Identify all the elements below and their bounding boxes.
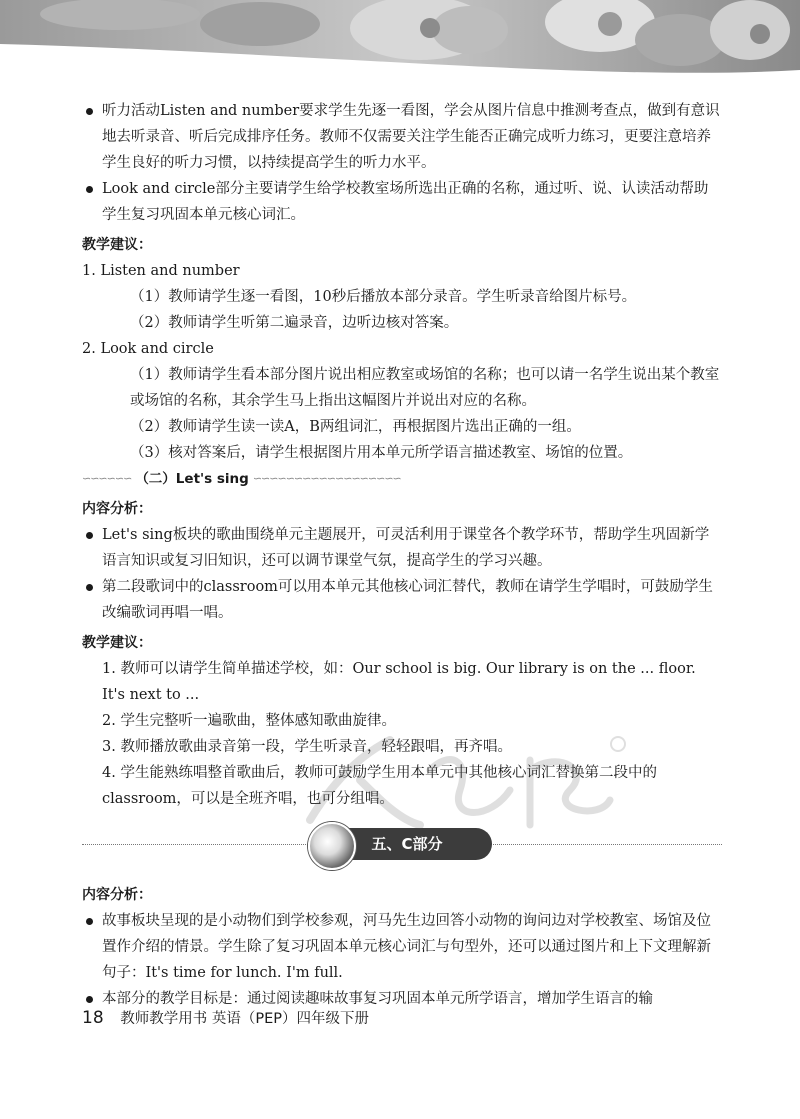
numbered-item: 4. 学生能熟练唱整首歌曲后，教师可鼓励学生用本单元中其他核心词汇替换第二段中的classroom，可以是全班齐唱，也可分组唱。 [102, 765, 657, 807]
book-title: 教师教学用书 英语（PEP）四年级下册 [120, 1011, 370, 1027]
publisher-watermark [300, 730, 630, 840]
page-body [82, 98, 722, 1012]
page-footer [82, 1007, 369, 1028]
section-title: 五、C部分 [322, 828, 492, 860]
heading-content-analysis: 内容分析： [82, 887, 152, 903]
heading-content-analysis: 内容分析： [82, 501, 152, 517]
header-banner [0, 0, 800, 88]
sub-item: （3）核对答案后，请学生根据图片用本单元所学语言描述教室、场馆的位置。 [130, 445, 633, 461]
bullet-paragraph: Look and circle部分主要请学生给学校教室场所选出正确的名称，通过听、说、认读活动帮助学生复习巩固本单元核心词汇。 [82, 176, 722, 228]
sub-item: （2）教师请学生听第二遍录音，边听边核对答案。 [130, 315, 459, 331]
numbered-item: 3. 教师播放歌曲录音第一段，学生听录音，轻轻跟唱，再齐唱。 [102, 739, 512, 755]
bullet-paragraph: 故事板块呈现的是小动物们到学校参观，河马先生边回答小动物的询问边对学校教室、场馆及位置作介绍的情景。学生除了复习巩固本单元核心词汇与句型外，还可以通过图片和上下文理解新句子：It's time for lunch. I'm full. [82, 908, 722, 986]
heading-teaching-suggestions: 教学建议： [82, 237, 152, 253]
numbered-item: 2. 学生完整听一遍歌曲，整体感知歌曲旋律。 [102, 713, 396, 729]
wave-ornament: ∽∽∽∽∽∽ [82, 472, 132, 485]
heading-teaching-suggestions: 教学建议： [82, 635, 152, 651]
page-number: 18 [82, 1008, 104, 1028]
wave-ornament: ∽∽∽∽∽∽∽∽∽∽∽∽∽∽∽∽∽∽ [252, 472, 401, 485]
bullet-paragraph: 本部分的教学目标是：通过阅读趣味故事复习巩固本单元所学语言，增加学生语言的输 [82, 986, 722, 1012]
bullet-paragraph: 听力活动Listen and number要求学生先逐一看图，学会从图片信息中推测考查点，做到有意识地去听录音、听后完成排序任务。教师不仅需要关注学生能否正确完成听力练习，更要注意培养学生良好的听力习惯，以持续提高学生的听力水平。 [82, 98, 722, 176]
bullet-paragraph: Let's sing板块的歌曲围绕单元主题展开，可灵活利用于课堂各个教学环节，帮助学生巩固新学语言知识或复习旧知识，还可以调节课堂气氛，提高学生的学习兴趣。 [82, 522, 722, 574]
bullet-paragraph: 第二段歌词中的classroom可以用本单元其他核心词汇替代，教师在请学生学唱时，可鼓励学生改编歌词再唱一唱。 [82, 574, 722, 626]
sub-item: （1）教师请学生看本部分图片说出相应教室或场馆的名称；也可以请一名学生说出某个教室或场馆的名称，其余学生马上指出这幅图片并说出对应的名称。 [130, 367, 720, 409]
numbered-item-title: 2. Look and circle [82, 341, 214, 357]
numbered-item-title: 1. Listen and number [82, 263, 240, 279]
numbered-item: 1. 教师可以请学生简单描述学校，如：Our school is big. Our library is on the ... floor. It's next to ... [102, 661, 696, 703]
subsection-divider [82, 466, 722, 492]
subsection-title: （二）Let's sing [135, 471, 249, 487]
sub-item: （2）教师请学生读一读A，B两组词汇，再根据图片选出正确的一组。 [130, 419, 581, 435]
sub-item: （1）教师请学生逐一看图，10秒后播放本部分录音。学生听录音给图片标号。 [130, 289, 637, 305]
